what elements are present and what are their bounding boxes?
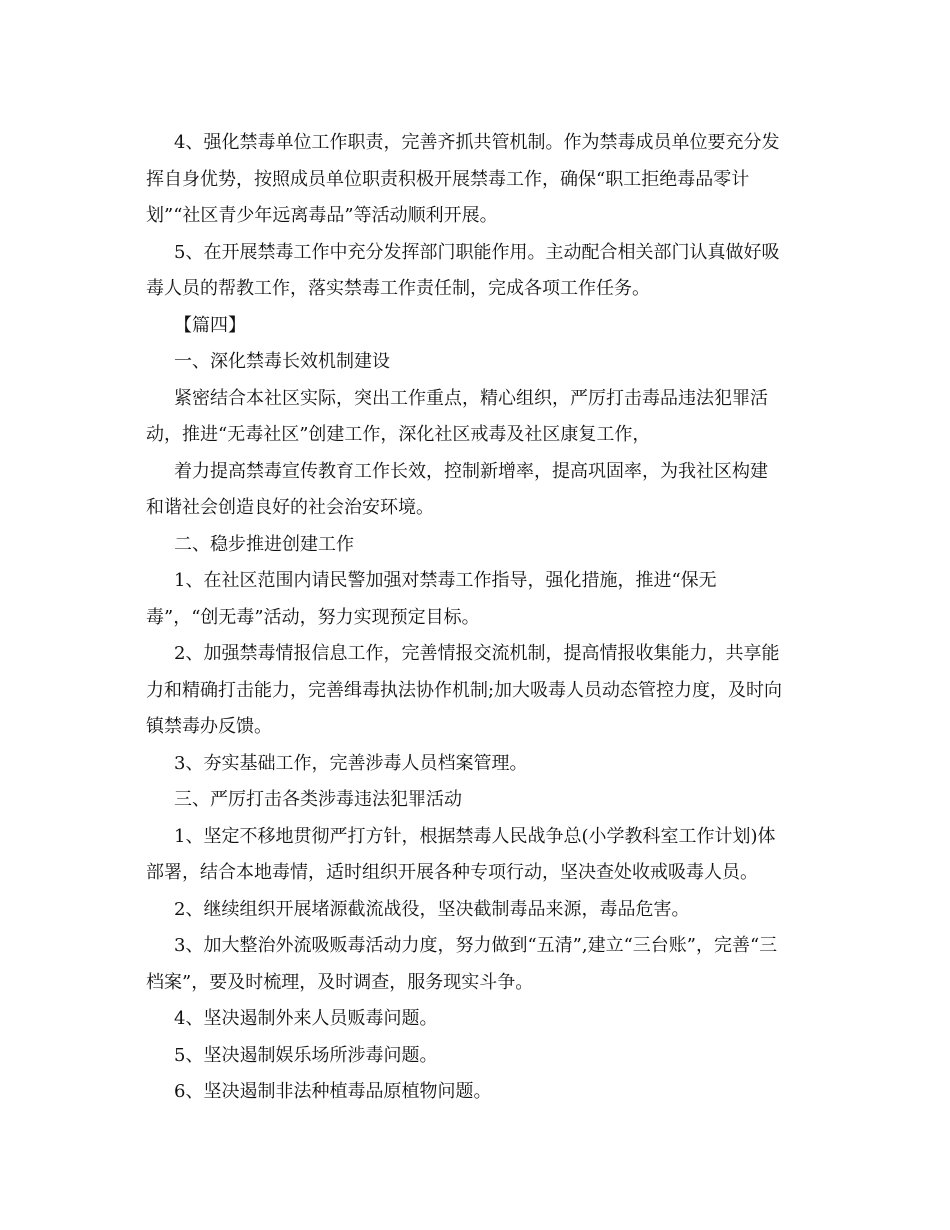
section-heading: 三、严厉打击各类涉毒违法犯罪活动 [174,789,462,810]
text-line: 档案”，要及时梳理，及时调查，服务现实斗争。 [146,972,534,993]
text-line: 挥自身优势，按照成员单位职责积极开展禁毒工作，确保“职工拒绝毒品零计 [146,169,750,190]
text-line: 着力提高禁毒宣传教育工作长效，控制新增率，提高巩固率，为我社区构建 [174,461,768,482]
text-line: 和谐社会创造良好的社会治安环境。 [146,497,434,518]
section-heading: 二、稳步推进创建工作 [174,534,354,555]
text-line: 2、加强禁毒情报信息工作，完善情报交流机制，提高情报收集能力，共享能 [174,643,780,664]
text-line: 4、强化禁毒单位工作职责，完善齐抓共管机制。作为禁毒成员单位要充分发 [174,132,780,153]
text-line: 力和精确打击能力，完善缉毒执法协作机制;加大吸毒人员动态管控力度，及时向 [146,680,783,701]
text-line: 划”“社区青少年远离毒品”等活动顺利开展。 [146,205,498,226]
section-heading: 【篇四】 [174,315,246,336]
section-heading: 一、深化禁毒长效机制建设 [174,351,390,372]
text-line: 5、在开展禁毒工作中充分发挥部门职能作用。主动配合相关部门认真做好吸 [174,242,780,263]
text-line: 部署，结合本地毒情，适时组织开展各种专项行动，坚决查处收戒吸毒人员。 [146,862,758,883]
text-line: 1、在社区范围内请民警加强对禁毒工作指导，强化措施，推进“保无 [174,570,717,591]
text-line: 2、继续组织开展堵源截流战役，坚决截制毒品来源，毒品危害。 [174,899,690,920]
text-line: 5、坚决遏制娱乐场所涉毒问题。 [174,1045,438,1066]
text-line: 3、夯实基础工作，完善涉毒人员档案管理。 [174,753,528,774]
text-line: 4、坚决遏制外来人员贩毒问题。 [174,1008,438,1029]
text-line: 镇禁毒办反馈。 [146,716,272,737]
text-line: 毒”，“创无毒”活动，努力实现预定目标。 [146,607,480,628]
text-line: 毒人员的帮教工作，落实禁毒工作责任制，完成各项工作任务。 [146,278,650,299]
text-line: 紧密结合本社区实际，突出工作重点，精心组织，严厉打击毒品违法犯罪活 [174,388,768,409]
text-line: 1、坚定不移地贯彻严打方针，根据禁毒人民战争总(小学教科室工作计划)体 [174,826,776,847]
text-line: 3、加大整治外流吸贩毒活动力度，努力做到“五清”,建立“三台账”，完善“三 [174,935,778,956]
text-line: 6、坚决遏制非法种植毒品原植物问题。 [174,1081,492,1102]
text-line: 动，推进“无毒社区”创建工作，深化社区戒毒及社区康复工作， [146,424,651,445]
